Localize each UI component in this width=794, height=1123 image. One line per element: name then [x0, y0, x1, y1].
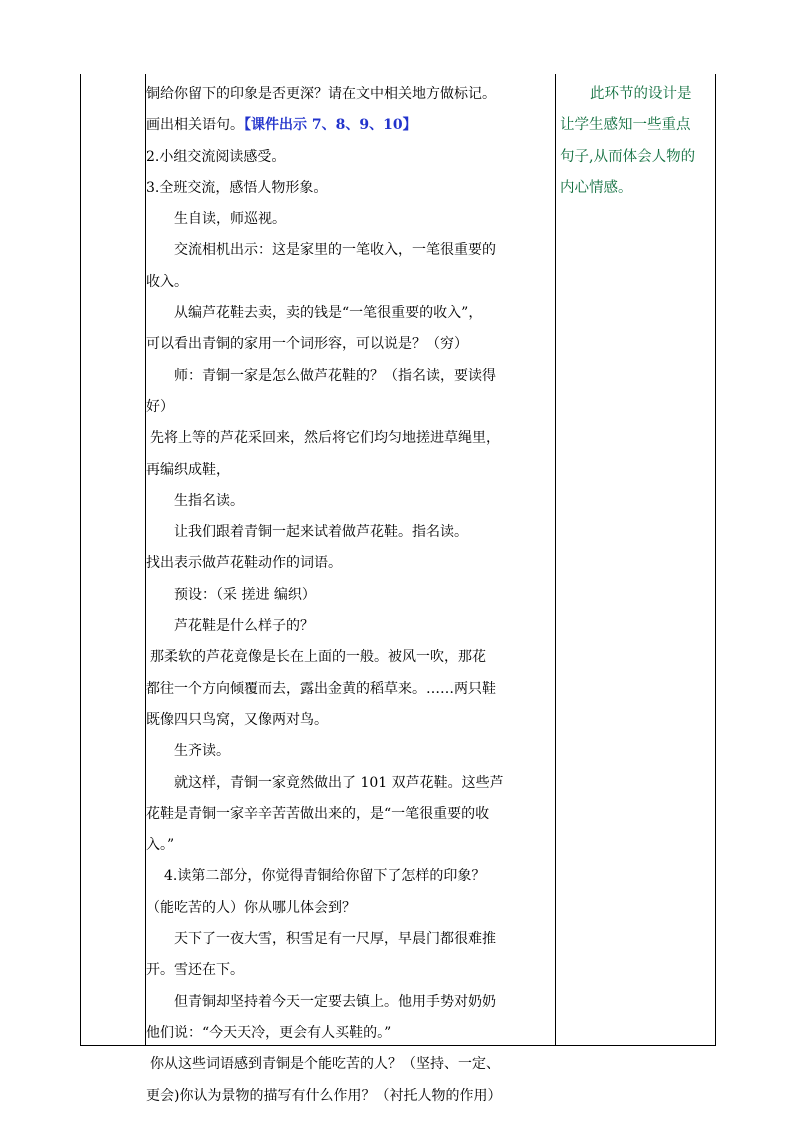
text-line: 就这样，青铜一家竟然做出了 101 双芦花鞋。这些芦 — [174, 774, 504, 791]
text-line: 花鞋是青铜一家辛辛苦苦做出来的，是“一笔很重要的收 — [146, 805, 490, 822]
teaching-process-column — [146, 79, 554, 1112]
text-line: 预设：（采 搓进 编织） — [174, 586, 316, 603]
text-line: 让我们跟着青铜一起来试着做芦花鞋。指名读。 — [174, 524, 468, 541]
table-column-divider-right — [555, 74, 556, 1046]
text-line: 收入。 — [146, 273, 188, 290]
text-line: 既像四只鸟窝，又像两对鸟。 — [146, 711, 328, 728]
text-line: 天下了一夜大雪，积雪足有一尺厚，早晨门都很难推 — [174, 931, 496, 948]
side-note-line: 内心情感。 — [560, 179, 633, 196]
side-note-line: 此环节的设计是 — [590, 86, 692, 102]
text-line: 那柔软的芦花竟像是长在上面的一般。被风一吹，那花 — [150, 649, 486, 666]
text-line: 交流相机出示：这是家里的一笔收入，一笔很重要的 — [174, 242, 496, 259]
courseware-note: 【课件出示 7、8、9、10】 — [244, 117, 417, 134]
text-line: 从编芦花鞋去卖，卖的钱是“一笔很重要的收入”， — [174, 305, 483, 322]
text-line: 但青铜却坚持着今天一定要去镇上。他用手势对奶奶 — [174, 993, 496, 1010]
text-line: 3.全班交流，感悟人物形象。 — [146, 179, 328, 196]
text-line: 好） — [146, 398, 174, 415]
side-note-line: 让学生感知一些重点 — [560, 117, 691, 134]
text-line: 先将上等的芦花采回来，然后将它们均匀地搓进草绳里， — [150, 430, 500, 447]
text-line: 你从这些词语感到青铜是个能吃苦的人？（坚持、一定、 — [150, 1056, 500, 1073]
text-line: 生齐读。 — [174, 743, 230, 760]
text-line: 可以看出青铜的家用一个词形容，可以说是？（穷） — [146, 336, 468, 353]
text-line: （能吃苦的人）你从哪儿体会到？ — [146, 899, 356, 916]
text-line: 找出表示做芦花鞋动作的词语。 — [146, 555, 342, 572]
design-intent-column — [560, 79, 710, 204]
text-line: 开。雪还在下。 — [146, 962, 244, 979]
text-line: 再编织成鞋， — [146, 461, 230, 478]
text-line: 芦花鞋是什么样子的？ — [174, 618, 314, 635]
text-line: 2.小组交流阅读感受。 — [146, 148, 286, 165]
text-line: 更会)你认为景物的描写有什么作用？（衬托人物的作用） — [146, 1087, 502, 1104]
text-line: 都往一个方向倾覆而去，露出金黄的稻草来。……两只鞋 — [146, 680, 496, 697]
text-line: 4.读第二部分，你觉得青铜给你留下了怎样的印象？ — [164, 868, 486, 885]
text-line: 画出相关语句。【课件出示 7、8、9、10】 — [146, 117, 417, 134]
text-line: 生指名读。 — [174, 492, 244, 509]
side-note-line: 句子,从而体会人物的 — [560, 148, 696, 165]
text-line: 师：青铜一家是怎么做芦花鞋的？（指名读，要读得 — [174, 367, 496, 384]
text-line: 生自读，师巡视。 — [174, 211, 286, 228]
text-line: 入。” — [146, 837, 175, 854]
text-line: 铜给你留下的印象是否更深？请在文中相关地方做标记。 — [146, 86, 496, 102]
text-line: 他们说：“今天天冷，更会有人买鞋的。” — [146, 1024, 392, 1041]
